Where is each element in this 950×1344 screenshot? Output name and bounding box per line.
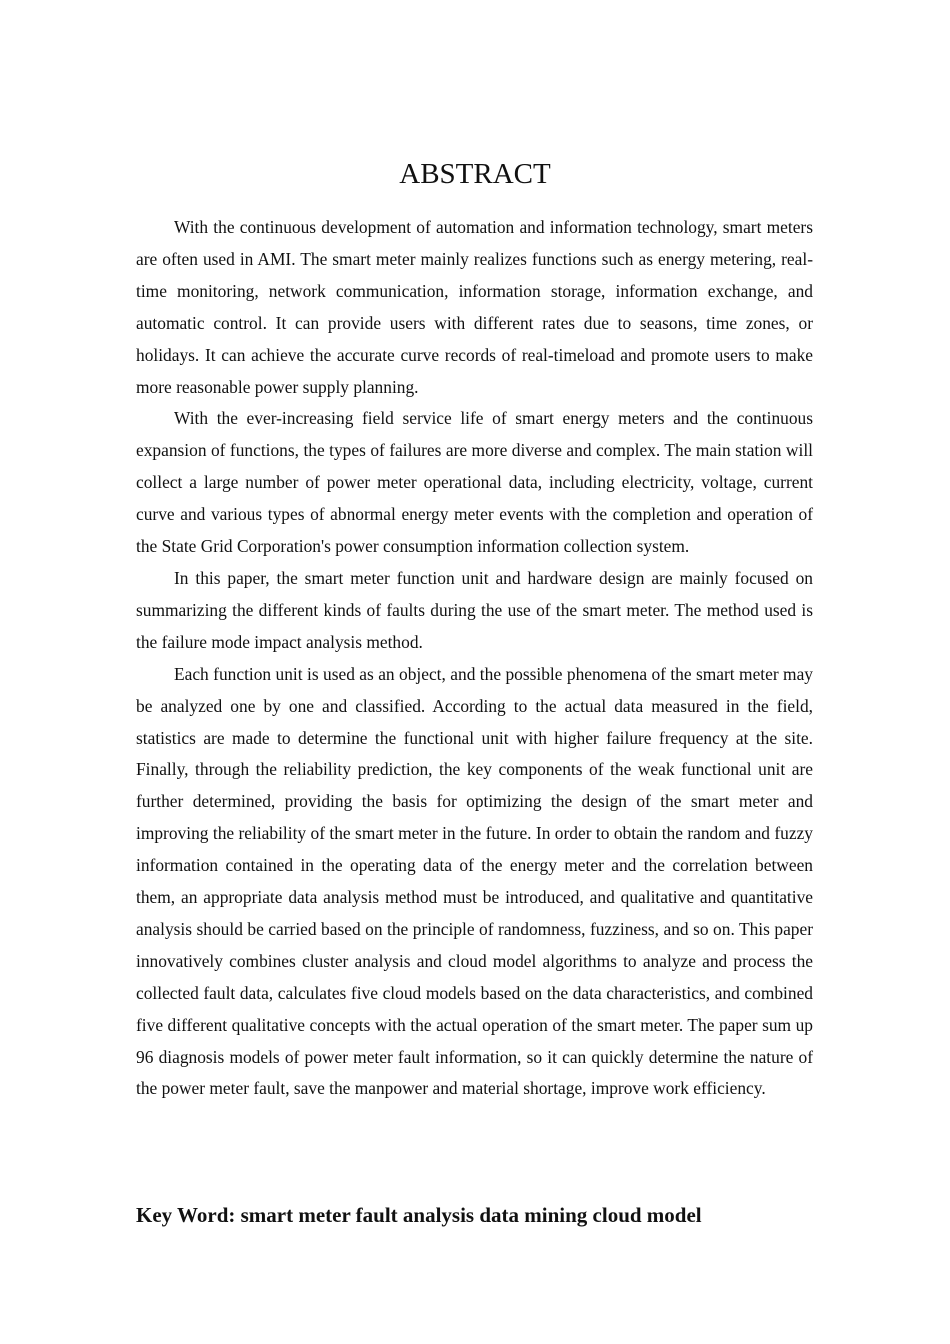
keywords-line: Key Word: smart meter fault analysis data mining cloud model (136, 1203, 702, 1227)
paragraph-4: Each function unit is used as an object, and the possible phenomena of the smart meter may be analyzed one by one and classified. According to the actual data measured in the field, statistics are made to determine the functional unit with higher failure frequency at the site. Finally, through the reliability prediction, the key components of the weak functional unit are further determined, providing the basis for optimizing the design of the smart meter and improving the reliability of the smart meter in the future. In order to obtain the random and fuzzy information contained in the operating data of the energy meter and the correlation between them, an appropriate data analysis method must be introduced, and qualitative and quantitative analysis should be carried based on the principle of randomness, fuzziness, and so on. This paper innovatively combines cluster analysis and cloud model algorithms to analyze and process the collected fault data, calculates five cloud models based on the data characteristics, and combined five different qualitative concepts with the actual operation of the smart meter. The paper sum up 96 diagnosis models of power meter fault information, so it can quickly determine the nature of the power meter fault, save the manpower and material shortage, improve work efficiency. (136, 663, 813, 1099)
paragraph-2: With the ever-increasing field service life of smart energy meters and the continuous expansion of functions, the types of failures are more diverse and complex. The main station will collect a large number of power meter operational data, including electricity, voltage, current curve and various types of abnormal energy meter events with the completion and operation of the State Grid Corporation's power consumption information collection system. (136, 408, 813, 557)
paragraph-1: With the continuous development of automation and information technology, smart meters are often used in AMI. The smart meter mainly realizes functions such as energy metering, real-time monitoring, network communication, information storage, information exchange, and automatic control. It can provide users with different rates due to seasons, time zones, or holidays. It can achieve the accurate curve records of real-timeload and promote users to make more reasonable power supply planning. (136, 217, 813, 397)
paragraph-3: In this paper, the smart meter function unit and hardware design are mainly focused on summarizing the different kinds of faults during the use of the smart meter. The method used is the failure mode impact analysis method. (136, 567, 813, 652)
abstract-title: ABSTRACT (399, 158, 551, 190)
abstract-body (136, 212, 813, 1105)
